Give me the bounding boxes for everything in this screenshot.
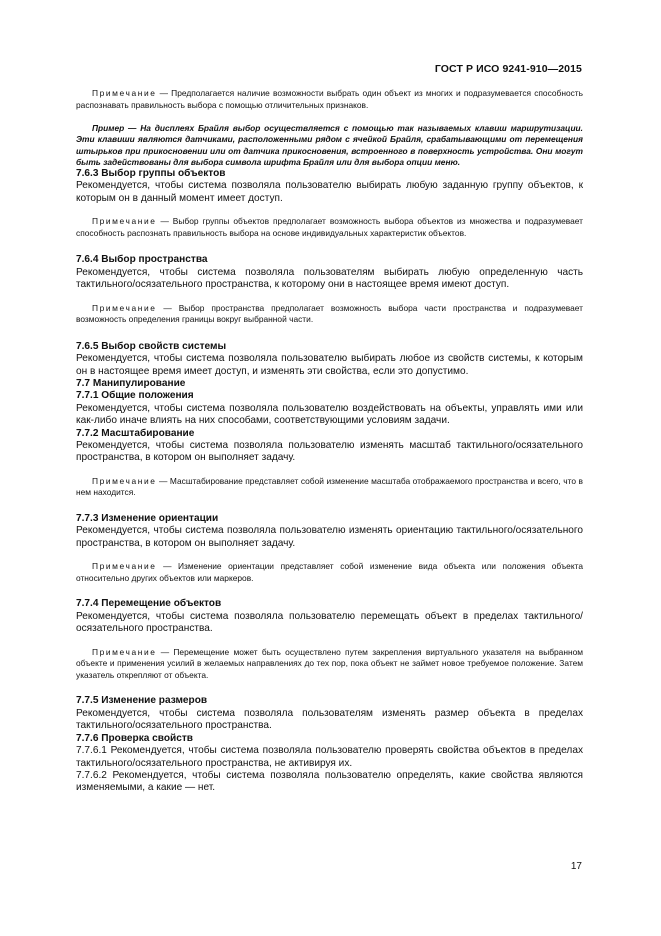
note-7-7-4 [76,647,583,682]
note-text: — Масштабирование представляет собой изменение масштаба отображаемого пространства и всего, что в нем находится. [76,475,583,498]
note-label: Примечание [92,561,157,572]
heading-7-7-4: 7.7.4 Перемещение объектов [76,598,222,610]
note-text: — Предполагается наличие возможности выбрать один объект из многих и подразумевается способность распознавать правильность выбора с помощью отличительных признаков. [76,88,583,110]
paragraph-7-7-6-2: 7.7.6.2 Рекомендуется, чтобы система позволяла пользователю определять, какие свойства являются изменяемыми, а какие — нет. [76,769,583,794]
heading-7-7-3: 7.7.3 Изменение ориентации [76,513,219,525]
paragraph-7-7-6-1: 7.7.6.1 Рекомендуется, чтобы система позволяла пользователю проверять свойства объектов в пределах тактильного/осязательного пространства, не активируя их. [76,745,583,769]
paragraph-7-7-4: Рекомендуется, чтобы система позволяла пользователю перемещать объект в пределах тактильного/осязательного пространства. [76,610,583,635]
note-7-7-3 [76,561,583,584]
standard-code: ГОСТ Р ИСО 9241-910—2015 [434,63,582,75]
page-content [76,88,583,795]
note-text: — Выбор группы объектов предполагает возможность выбора объектов из множества и подразумевает способность распознать правильность выбора на основе индивидуальных характеристик объектов. [76,216,583,238]
paragraph-7-6-3: Рекомендуется, чтобы система позволяла пользователю выбирать любую заданную группу объектов, к которым он в данный момент имеет доступ. [76,180,583,204]
paragraph-7-7-1: Рекомендуется, чтобы система позволяла пользователю воздействовать на объекты, управлять ими или как-либо иначе влиять на них способами, соответствующими условиям задачи. [76,402,583,427]
heading-7-6-5: 7.6.5 Выбор свойств системы [76,340,227,352]
example-braille: Пример — На дисплеях Брайля выбор осуществляется с помощью так называемых клавиш маршрутизации. Эти клавиши являются датчиками, расположенными рядом с ячейкой Брайля, срабатывающими от перемещения штырьков при прикосновении или от датчика прикосновения, встроенного в поверхность устройства. Они могут быть задействованы для выбора символа шрифта Брайля или для выбора опции меню. [76,123,583,167]
note-7-6-4 [76,303,583,326]
note-7-6-3 [76,216,583,239]
paragraph-7-7-2: Рекомендуется, чтобы система позволяла пользователю изменять масштаб тактильного/осязательного пространства, в котором он выполняет задачу. [76,440,583,464]
heading-7-6-3: 7.6.3 Выбор группы объектов [76,168,226,179]
heading-7-7-5: 7.7.5 Изменение размеров [76,695,208,707]
note-label: Примечание [92,216,157,227]
page-number: 17 [570,861,582,872]
paragraph-7-6-4: Рекомендуется, чтобы система позволяла пользователям выбирать любую определенную часть тактильного/осязательного пространства, к которому они в настоящее время имеют доступ. [76,266,583,291]
note-text: — Перемещение может быть осуществлено путем закрепления виртуального указателя на выбранном объекте и применения усилий в желаемых направлениях до тех пор, пока объект не займет новое требуемое положение. Затем указатель открепляют от объекта. [76,646,583,680]
note-label: Примечание [92,475,157,486]
note-label: Примечание [92,646,157,657]
note-text: — Изменение ориентации представляет собой изменение вида объекта или положения объекта относительно других объектов или маркеров. [76,561,583,583]
heading-7-7-6: 7.7.6 Проверка свойств [76,732,193,744]
heading-7-7-2: 7.7.2 Масштабирование [76,427,195,439]
note-label: Примечание [92,88,157,98]
heading-7-7: 7.7 Манипулирование [76,378,186,390]
paragraph-7-6-5: Рекомендуется, чтобы система позволяла пользователю выбирать любое из свойств системы, к которым он в настоящее время имеет доступ, и изменять эти свойства, если это допустимо. [76,353,583,377]
note-7-7-2 [76,476,583,499]
paragraph-7-7-3: Рекомендуется, чтобы система позволяла пользователю изменять ориентацию тактильного/осязательного пространства, в котором он выполняет задачу. [76,525,583,549]
heading-7-6-4: 7.6.4 Выбор пространства [76,254,208,266]
note-label: Примечание [92,302,157,313]
note-text: — Выбор пространства предполагает возможность выбора части пространства и подразумевает возможность определения границы вокруг выбранной части. [76,302,583,325]
paragraph-7-7-5: Рекомендуется, чтобы система позволяла пользователям изменять размер объекта в пределах тактильного/осязательного пространства. [76,707,583,732]
heading-7-7-1: 7.7.1 Общие положения [76,390,194,402]
note-7-6-2 [76,88,583,111]
